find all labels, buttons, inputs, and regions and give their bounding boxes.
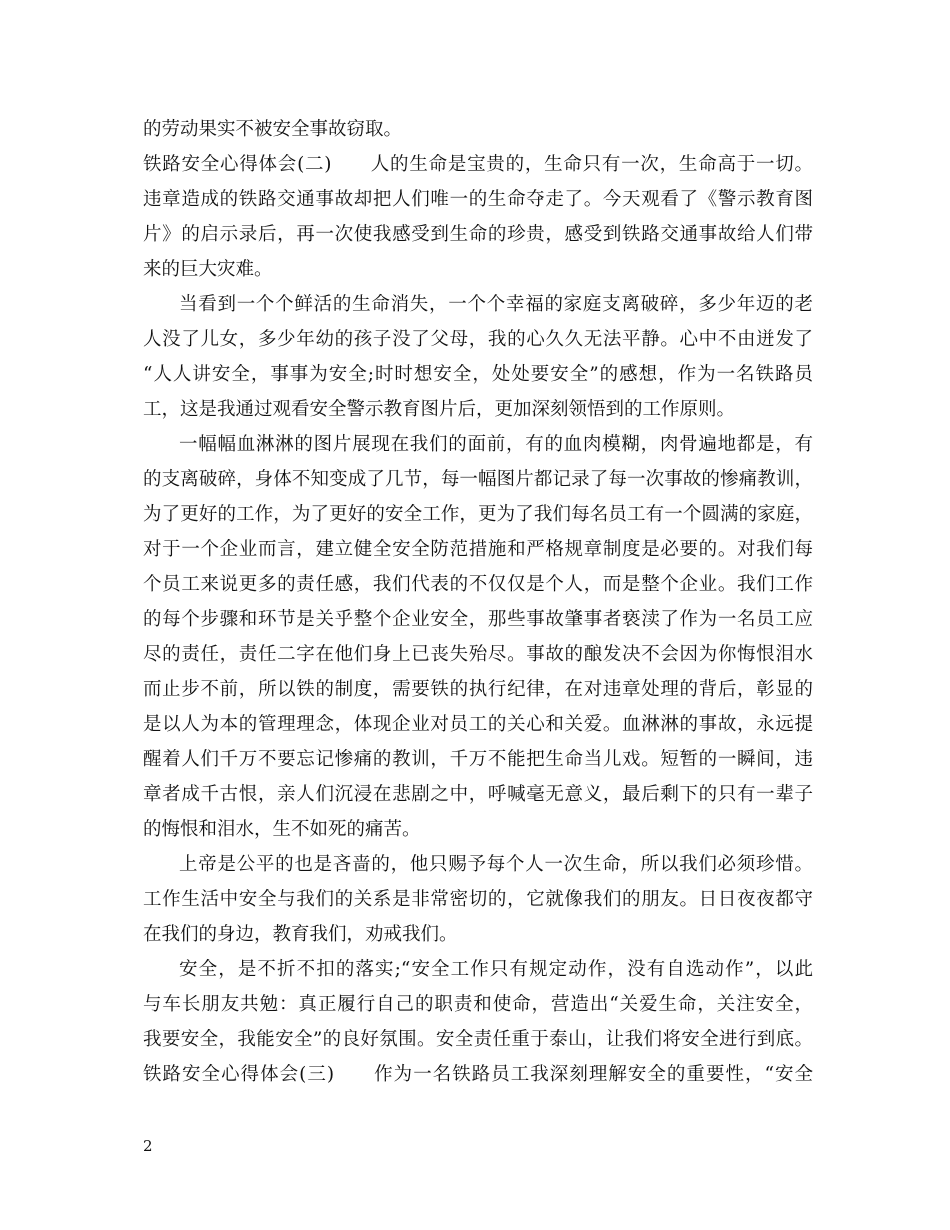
page-number: 2: [143, 1137, 153, 1155]
text-line: 与车长朋友共勉：真正履行自己的职责和使命，营造出“关爱生命，关注安全，: [143, 994, 813, 1015]
paragraph-first-line: 一幅幅血淋淋的图片展现在我们的面前，有的血肉模糊，肉骨遍地都是，有: [179, 434, 813, 455]
text-line: 工作生活中安全与我们的关系是非常密切的，它就像我们的朋友。日日夜夜都守: [143, 889, 813, 910]
text-line: 来的巨大灾难。: [143, 259, 273, 280]
text-line: 工，这是我通过观看安全警示教育图片后，更加深刻领悟到的工作原则。: [143, 399, 736, 420]
text-line: 章者成千古恨，亲人们沉浸在悲剧之中，呼喊毫无意义，最后剩下的只有一辈子: [143, 784, 813, 805]
text-line: 的劳动果实不被安全事故窃取。: [143, 119, 403, 140]
paragraph-first-line: 安全，是不折不扣的落实;“安全工作只有规定动作，没有自选动作”，以此: [179, 959, 813, 980]
text-line: 片》的启示录后，再一次使我感受到生命的珍贵，感受到铁路交通事故给人们带: [143, 224, 813, 245]
text-line: 尽的责任，责任二字在他们身上已丧失殆尽。事故的酿发决不会因为你悔恨泪水: [143, 644, 813, 665]
text-line: 为了更好的工作，为了更好的安全工作，更为了我们每名员工有一个圆满的家庭，: [143, 504, 813, 525]
text-line: 而止步不前，所以铁的制度，需要铁的执行纪律，在对违章处理的背后，彰显的: [143, 679, 813, 700]
text-line: “人人讲安全，事事为安全;时时想安全，处处要安全”的感想，作为一名铁路员: [143, 364, 813, 385]
text-line: 对于一个企业而言，建立健全安全防范措施和严格规章制度是必要的。对我们每: [143, 539, 813, 560]
text-line: 是以人为本的管理理念，体现企业对员工的关心和关爱。血淋淋的事故，永远提: [143, 714, 813, 735]
paragraph-first-line: 上帝是公平的也是吝啬的，他只赐予每个人一次生命，所以我们必须珍惜。: [179, 854, 813, 875]
text-line: 人没了儿女，多少年幼的孩子没了父母，我的心久久无法平静。心中不由迸发了: [143, 329, 813, 350]
text-line: 我要安全，我能安全”的良好氛围。安全责任重于泰山，让我们将安全进行到底。: [143, 1029, 813, 1050]
section-heading-line: 铁路安全心得体会(二) 人的生命是宝贵的，生命只有一次，生命高于一切。: [143, 154, 813, 175]
text-line: 醒着人们千万不要忘记惨痛的教训，千万不能把生命当儿戏。短暂的一瞬间，违: [143, 749, 813, 770]
text-line: 的悔恨和泪水，生不如死的痛苦。: [143, 819, 421, 840]
text-line: 的支离破碎，身体不知变成了几节，每一幅图片都记录了每一次事故的惨痛教训，: [143, 469, 813, 490]
paragraph-first-line: 当看到一个个鲜活的生命消失，一个个幸福的家庭支离破碎，多少年迈的老: [179, 294, 813, 315]
text-line: 个员工来说更多的责任感，我们代表的不仅仅是个人，而是整个企业。我们工作: [143, 574, 813, 595]
text-line: 的每个步骤和环节是关乎整个企业安全，那些事故肇事者亵渎了作为一名员工应: [143, 609, 813, 630]
section-heading-line: 铁路安全心得体会(三) 作为一名铁路员工我深刻理解安全的重要性，“安全: [143, 1064, 813, 1085]
text-line: 违章造成的铁路交通事故却把人们唯一的生命夺走了。今天观看了《警示教育图: [143, 189, 813, 210]
text-line: 在我们的身边，教育我们，劝戒我们。: [143, 924, 458, 945]
